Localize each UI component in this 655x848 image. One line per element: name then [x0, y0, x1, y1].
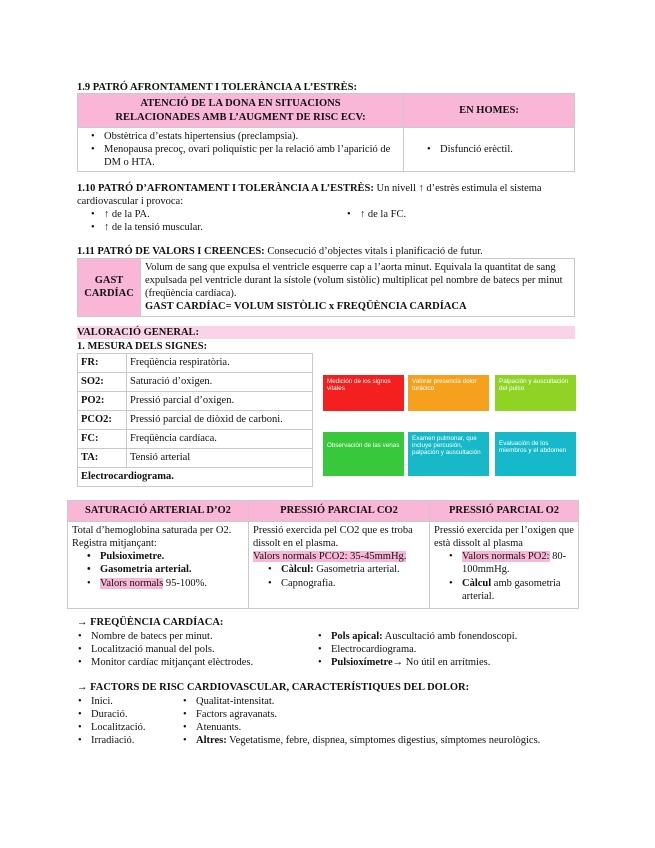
risk-title: → FACTORS DE RISC CARDIOVASCULAR, CARACTERÍSTIQUES DEL DOLOR:	[77, 682, 470, 693]
fc-title: → FREQÜÈNCIA CARDÍACA:	[77, 617, 224, 628]
sign-key: SO2:	[78, 373, 127, 392]
section-1-11-text: Consecució d’objectes vitals i planificació de futur.	[264, 246, 483, 257]
list-item: • Pulsioximetre.	[84, 550, 246, 563]
stress-effects-right	[344, 208, 406, 221]
valoracio-subtitle: 1. MESURA DELS SIGNES:	[77, 341, 208, 352]
list-item: • Irradiació.	[75, 734, 146, 747]
sign-key: TA:	[78, 449, 127, 468]
norm-value: 95-100%.	[163, 577, 208, 589]
list-item: • Monitor cardíac mitjançant elèctrodes.	[75, 656, 253, 669]
list-item: • Factors agravanats.	[180, 708, 540, 721]
norm-value: 80-100mmHg.	[462, 551, 567, 576]
sign-value: Pressió parcial d’oxigen.	[127, 392, 313, 411]
sign-value: Pressió parcial de diòxid de carboni.	[127, 411, 313, 430]
sat-text-1: Total d’hemoglobina saturada per O2. Registra mitjançant:	[72, 525, 232, 550]
men-cell	[404, 128, 575, 172]
risk-col1	[75, 695, 146, 748]
calc-value: Gasometria arterial.	[313, 564, 400, 576]
list-item: • ↑ de la FC.	[344, 208, 406, 221]
list-item: • Duració.	[75, 708, 146, 721]
section-1-10	[77, 182, 577, 208]
list-item: • ↑ de la PA.	[88, 208, 203, 221]
list-item: • Localització manual del pols.	[75, 643, 253, 656]
list-item: • Electrocardiograma.	[315, 643, 517, 656]
altres-label: Altres:	[196, 735, 227, 747]
sat-header-2: PRESSIÓ PARCIAL CO2	[249, 501, 430, 522]
list-item: • Disfunció erèctil.	[424, 143, 570, 156]
box-pulmonary: Examen pulmonar, que incluye percusión, palpación y auscultación	[408, 432, 489, 476]
list-item: • Menopausa precoç, ovari poliquístic per la relació amb l’aparició de DM o HTA.	[88, 143, 399, 169]
box-veins: Observación de las venas	[323, 432, 404, 476]
list-item: • Gasometria arterial.	[84, 563, 246, 576]
sat-header-1: SATURACIÓ ARTERIAL D’O2	[68, 501, 249, 522]
norm-label: Valors normals	[100, 577, 164, 589]
sign-last: Electrocardiograma.	[78, 468, 313, 487]
sat-header-3: PRESSIÓ PARCIAL O2	[430, 501, 579, 522]
sat-text-2: Pressió exercida pel CO2 que es troba dissolt en el plasma.	[253, 525, 413, 550]
gast-cardiac-label: GAST CARDÍAC	[78, 259, 141, 317]
section-1-10-title: 1.10 PATRÓ D’AFRONTAMENT I TOLERÀNCIA A L’ESTRÈS:	[77, 183, 374, 194]
sign-value: Freqüència cardíaca.	[127, 430, 313, 449]
list-item: • Obstètrica d’estats hipertensius (preclampsia).	[88, 130, 399, 143]
list-item: • Qualitat-intensitat.	[180, 695, 540, 708]
list-item	[180, 734, 540, 747]
fc-left-list	[75, 630, 253, 669]
list-item: • Nombre de batecs per minut.	[75, 630, 253, 643]
norm-pco2: Valors normals PCO2: 35-45mmHg.	[253, 551, 407, 563]
box-pulse: Palpación y auscultación del pulso	[495, 375, 576, 411]
gast-cardiac-table	[77, 258, 575, 317]
list-item: • Atenuants.	[180, 721, 540, 734]
box-limbs: Evaluación de los miembros y el abdomen	[495, 432, 576, 476]
gast-cardiac-definition-cell	[141, 259, 575, 317]
calc-label: Càlcul	[462, 577, 492, 589]
sign-value: Tensió arterial	[127, 449, 313, 468]
calc-value: amb gasometria arterial.	[462, 577, 561, 602]
men-header: EN HOMES:	[404, 94, 575, 128]
list-item: • Localització.	[75, 721, 146, 734]
sat-text-3: Pressió exercida per l’oxigen que està dissolt al plasma	[434, 525, 574, 550]
sat-cell-1	[68, 522, 249, 609]
stress-effects-left	[88, 208, 203, 234]
list-item: • Inici.	[75, 695, 146, 708]
box-vital-signs: Medición de los signos vitales	[323, 375, 404, 411]
gast-cardiac-definition: Volum de sang que expulsa el ventricle esquerre cap a l’aorta minut. Equivala la quantitat de sang expulsada pel ventricle durant la sístole (volum sistòlic) multiplicat pel nombre de batecs per minut (freqüència cardíaca).	[145, 262, 563, 300]
list-item	[84, 577, 246, 590]
section-1-11-title: 1.11 PATRÓ DE VALORS I CREENCES:	[77, 246, 265, 257]
pols-apical-text: Auscultació amb fonendoscopi.	[382, 631, 518, 642]
valoracio-title: VALORACIÓ GENERAL:	[77, 326, 575, 339]
women-header: ATENCIÓ DE LA DONA EN SITUACIONS RELACIONADES AMB L’AUGMENT DE RISC ECV:	[78, 94, 404, 128]
fc-right-list	[315, 630, 517, 669]
list-item: • Capnografia.	[265, 577, 427, 590]
norm-label: Valors normals PO2:	[462, 551, 550, 563]
risk-col2	[180, 695, 540, 748]
list-item: • ↑ de la tensió muscular.	[88, 221, 203, 234]
gast-cardiac-formula: GAST CARDÍAC= VOLUM SISTÒLIC x FREQÜÈNCIA CARDÍACA	[145, 301, 467, 313]
sat-cell-3	[430, 522, 579, 609]
sign-value: Freqüència respiratòria.	[127, 354, 313, 373]
section-1-9-title: 1.9 PATRÓ AFRONTAMENT I TOLERÀNCIA A L’ESTRÈS:	[77, 82, 357, 93]
sign-key: PCO2:	[78, 411, 127, 430]
sign-key: PO2:	[78, 392, 127, 411]
pulsioximetre-label: Pulsioxímetre	[331, 657, 393, 669]
signs-table	[77, 353, 313, 487]
section-1-10-text: Un nivell ↑ d’estrès estimula el sistema cardiovascular i provoca:	[77, 183, 542, 208]
sat-cell-2	[249, 522, 430, 609]
box-chest-pain: Valorar presencia dolor torácico	[408, 375, 489, 411]
stress-risk-table	[77, 93, 575, 172]
saturation-table	[67, 500, 579, 609]
list-item	[446, 550, 576, 576]
section-1-11	[77, 245, 483, 258]
calc-label: Càlcul:	[281, 564, 314, 576]
pols-apical-label: Pols apical:	[331, 631, 383, 642]
sign-value: Saturació d’oxigen.	[127, 373, 313, 392]
list-item	[315, 630, 517, 643]
altres-text: Vegetatisme, febre, dispnea, símptomes digestius, símptomes neurològics.	[226, 735, 541, 747]
sign-key: FC:	[78, 430, 127, 449]
list-item	[265, 563, 427, 576]
pulsioximetre-text: → No útil en arrítmies.	[392, 657, 491, 669]
list-item	[315, 656, 517, 669]
sign-key: FR:	[78, 354, 127, 373]
list-item	[446, 577, 576, 603]
women-cell	[78, 128, 404, 172]
